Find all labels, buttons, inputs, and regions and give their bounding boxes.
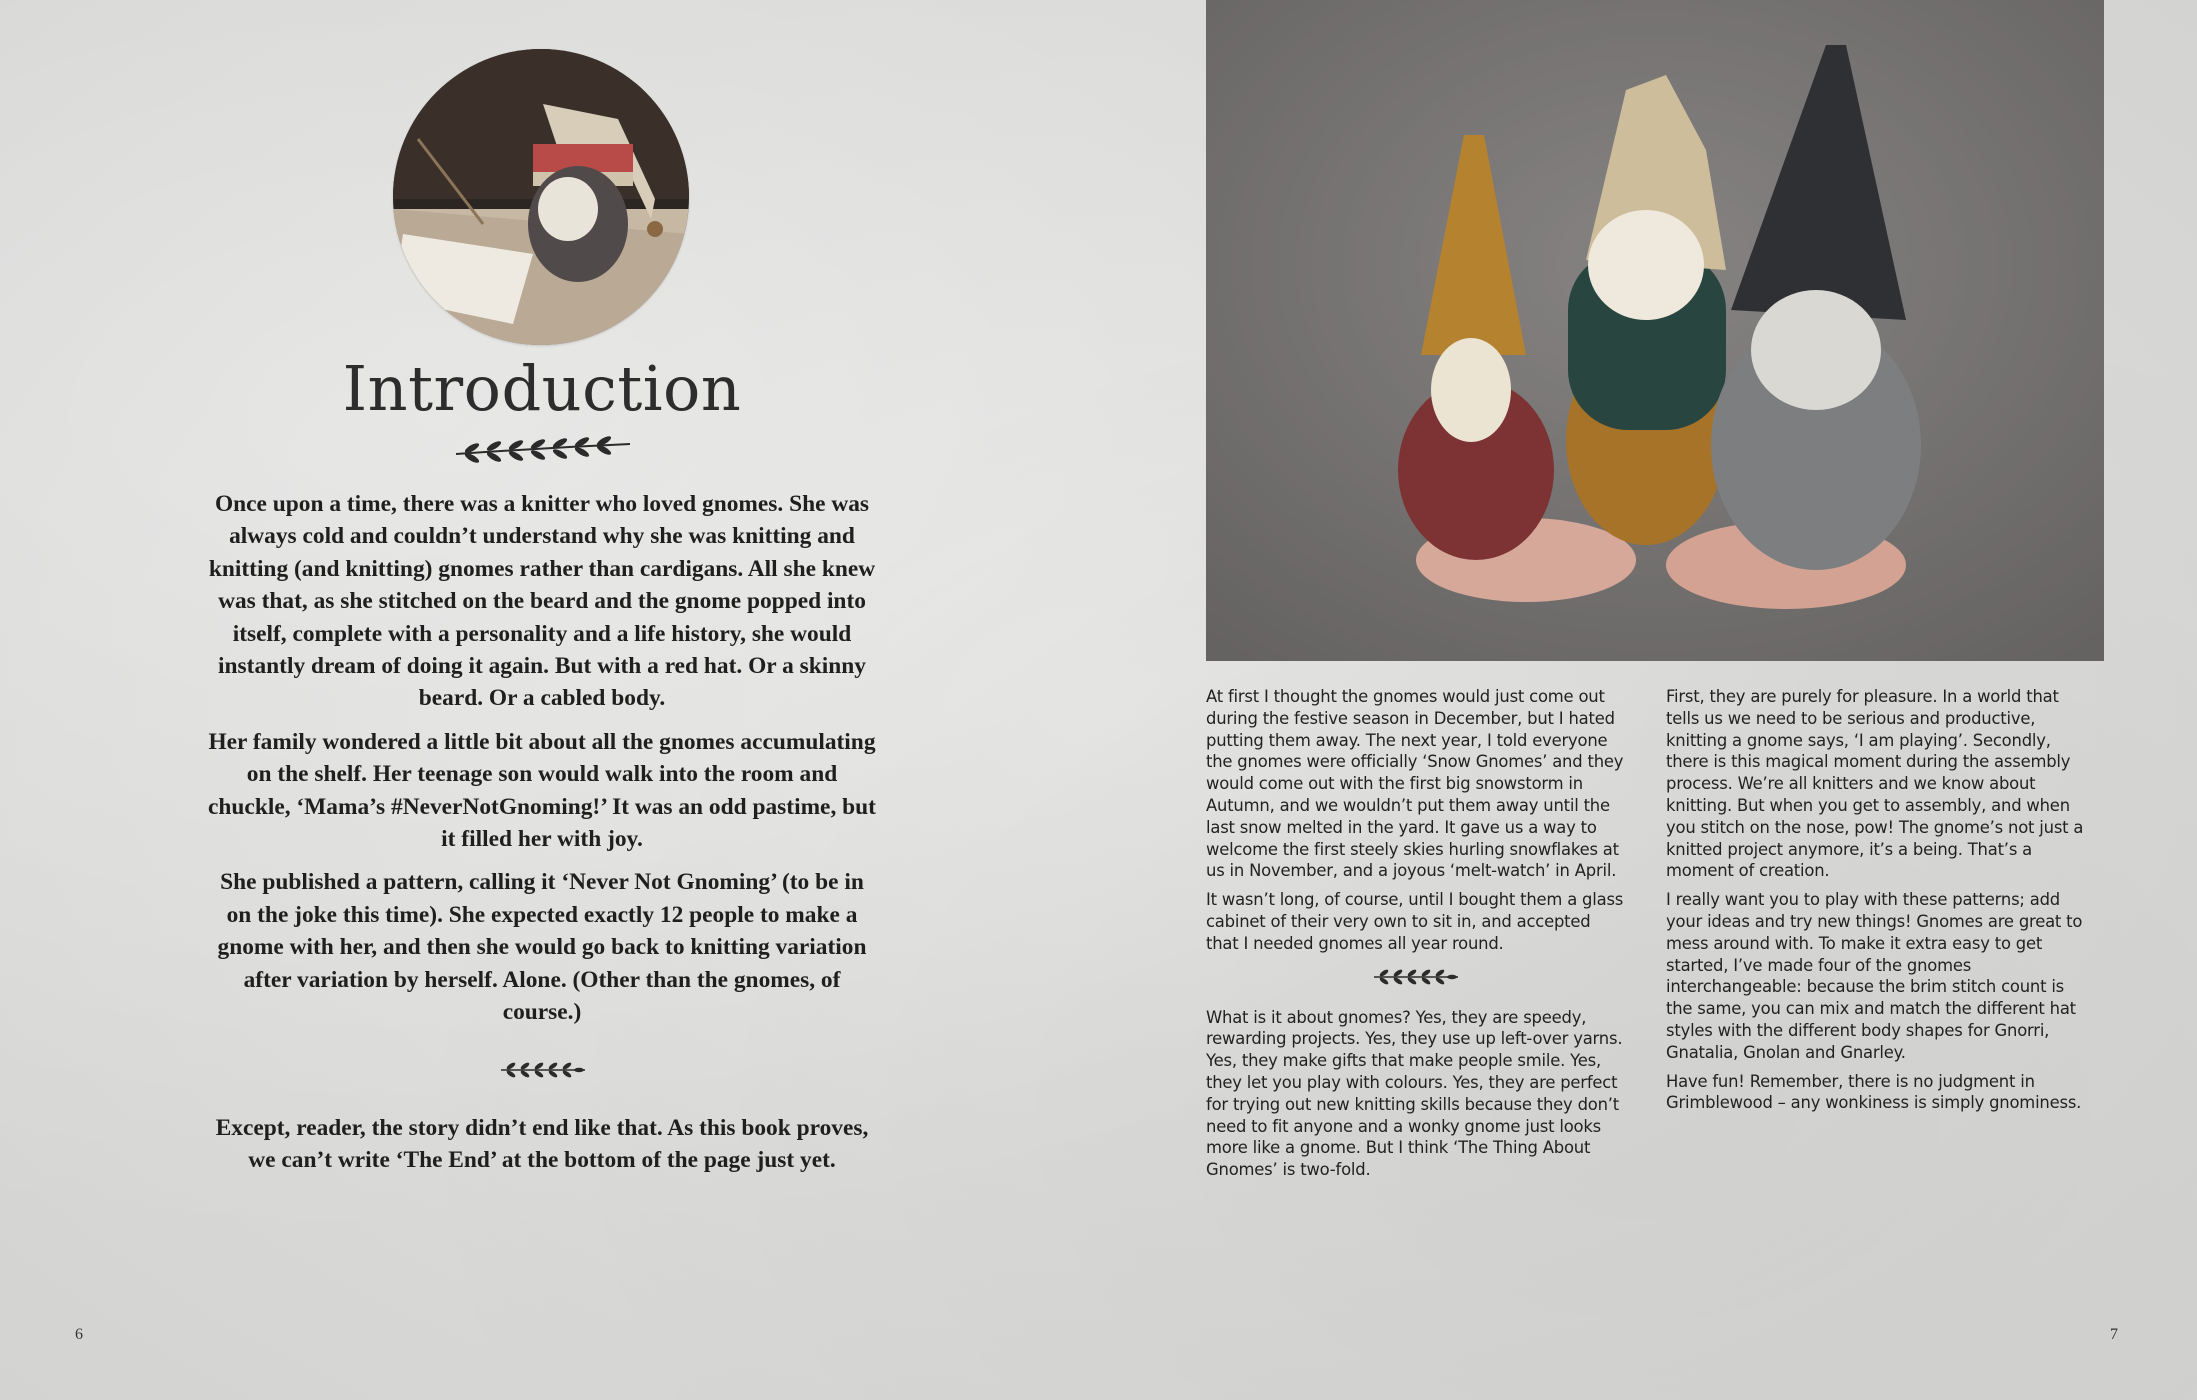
- page-number-left: 6: [75, 1326, 83, 1343]
- intro-paragraph: She published a pattern, calling it ‘Never Not Gnoming’ (to be in on the joke this time). She expected exactly 12 people to make a gnome with her, and then she would go back to knitting variation after variation by herself. Alone. (Other than the gnomes, of course.): [217, 869, 867, 1026]
- page-number-right: 7: [2110, 1326, 2118, 1343]
- body-paragraph: I really want you to play with these patterns; add your ideas and try new things! Gnomes are great to mess around with. To make it extra easy to get started, I’ve made four of the gnomes interchangeable: because the brim stitch count is the same, you can mix and match the different hat styles with the different body shapes for Gnorri, Gnatalia, Gnolan and Gnarley.: [1666, 890, 2083, 1062]
- body-paragraph: First, they are purely for pleasure. In a world that tells us we need to be serious and productive, knitting a gnome says, ‘I am playing’. Secondly, there is this magical moment during the assembly process. We’re all knitters and we know about knitting. But when you get to assembly, and when you stitch on the nose, pow! The gnome’s not just a knitted project anymore, it’s a being. That’s a moment of creation.: [1666, 687, 2084, 881]
- closing-paragraph: Except, reader, the story didn’t end like that. As this book proves, we can’t write ‘The End’ at the bottom of the page just yet.: [215, 1115, 869, 1174]
- intro-paragraph: Once upon a time, there was a knitter who loved gnomes. She was always cold and couldn’t understand why she was knitting and knitting (and knitting) gnomes rather than cardigans. All she knew was that, as she stitched on the beard and the gnome popped into itself, complete with a personality and a life history, she would instantly dream of doing it again. But with a red hat. Or a skinny beard. Or a cabled body.: [208, 491, 876, 712]
- page-title: Introduction: [342, 352, 742, 425]
- body-column-2: [1666, 686, 2086, 1121]
- body-paragraph: It wasn’t long, of course, until I bought them a glass cabinet of their very own to sit in, and accepted that I needed gnomes all year round.: [1206, 890, 1624, 953]
- body-paragraph: At first I thought the gnomes would just come out during the festive season in December, but I hated putting them away. The next year, I told everyone the gnomes were officially ‘Snow Gnomes’ and they would come out with the first big snowstorm in Autumn, and we wouldn’t put them away until the last snow melted in the yard. It gave us a way to welcome the first steely skies hurling snowflakes at us in November, and a joyous ‘melt-watch’ in April.: [1206, 687, 1624, 881]
- gnomes-in-hands-photo: [1206, 0, 2104, 661]
- body-column-1: [1206, 686, 1626, 1188]
- small-sprig-divider-icon: [497, 1058, 589, 1082]
- intro-body: [205, 488, 879, 1040]
- intro-paragraph: Her family wondered a little bit about all the gnomes accumulating on the shelf. Her teenage son would walk into the room and chuckle, ‘Mama’s #NeverNotGnoming!’ It was an odd pastime, but it filled her with joy.: [208, 728, 876, 853]
- body-paragraph: What is it about gnomes? Yes, they are speedy, rewarding projects. Yes, they use up left-over yarns. Yes, they make gifts that make people smile. Yes, they let you play with colours. Yes, they are perfect for trying out new knitting skills because they don’t need to fit anyone and a wonky gnome just looks more like a gnome. But I think ‘The Thing About Gnomes’ is two-fold.: [1206, 1007, 1623, 1180]
- gnome-portrait-image: [393, 49, 689, 345]
- body-paragraph: Have fun! Remember, there is no judgment in Grimblewood – any wonkiness is simply gnominess.: [1666, 1071, 2082, 1113]
- sprig-divider-icon: [452, 436, 634, 466]
- small-sprig-divider-icon: [1370, 965, 1462, 989]
